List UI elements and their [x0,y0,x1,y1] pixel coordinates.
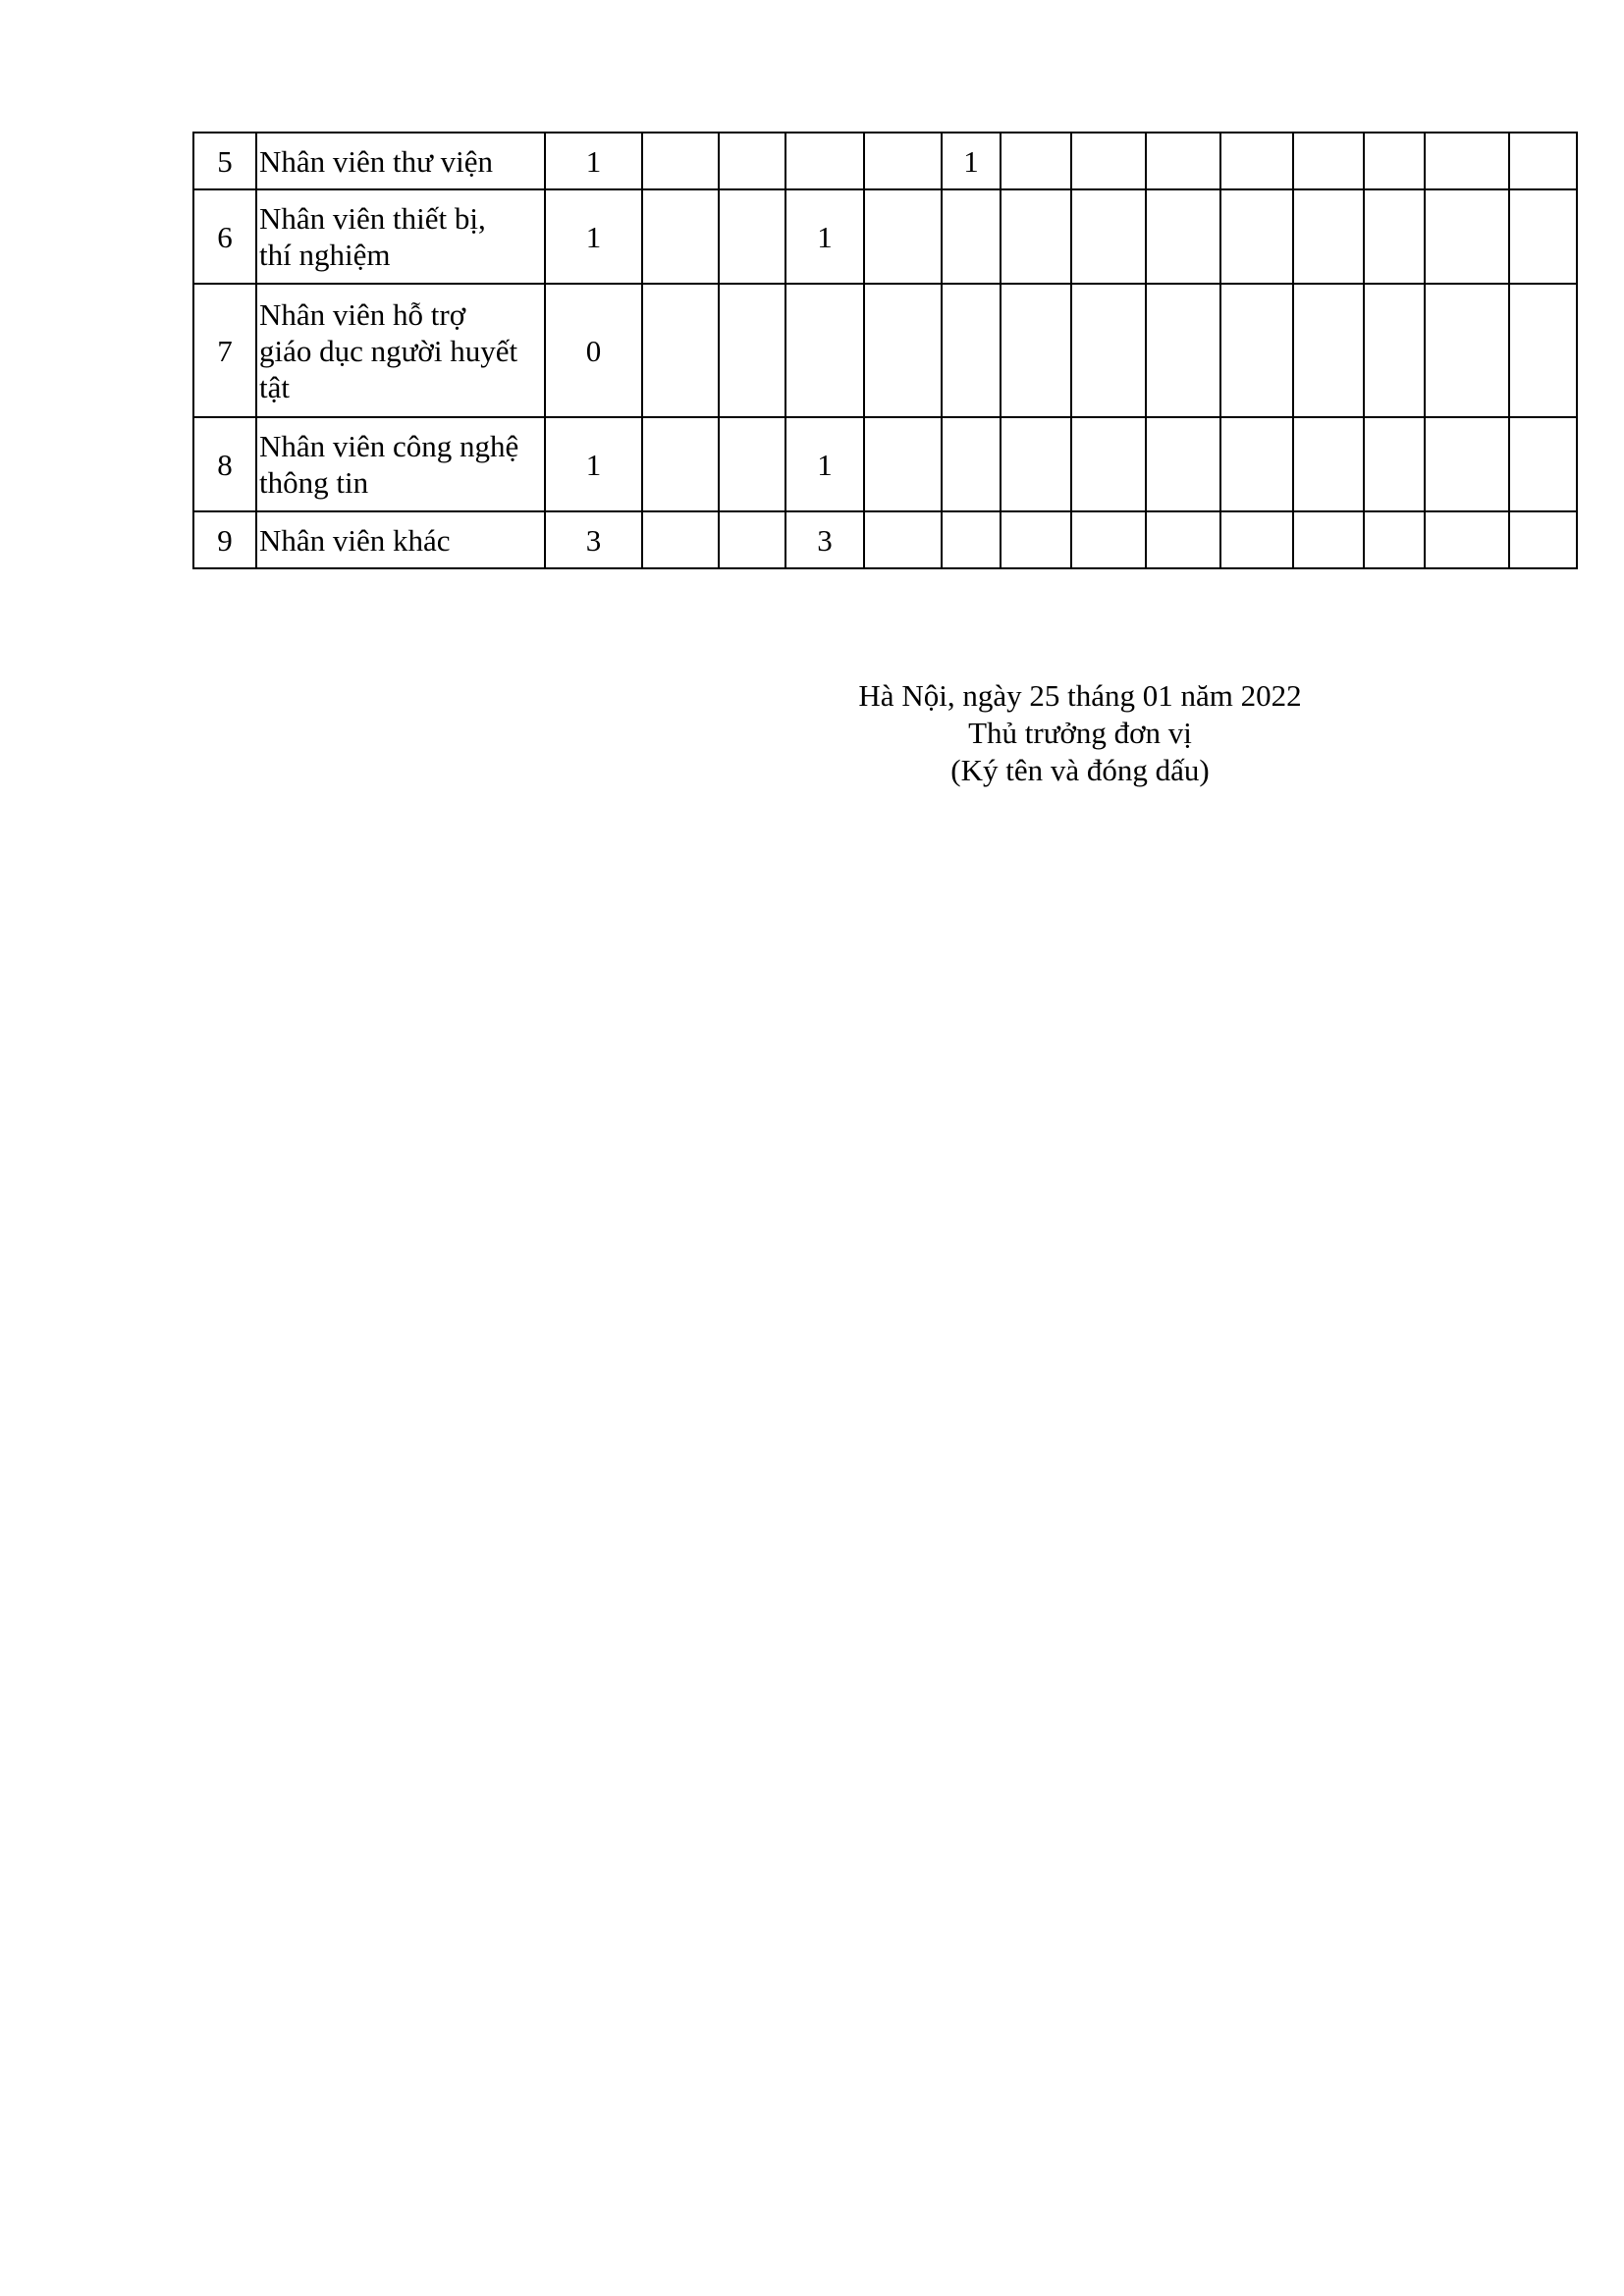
count-cell [864,511,942,568]
count-cell [1220,417,1293,511]
count-cell: 3 [545,511,642,568]
count-cell [1220,189,1293,284]
count-cell [1425,284,1509,417]
count-cell [1071,284,1146,417]
position-name-line: Nhân viên thiết bị, [259,201,486,236]
count-cell: 0 [545,284,642,417]
position-name-line: Nhân viên công nghệ [259,429,519,463]
count-cell: 1 [545,417,642,511]
position-name-line: Nhân viên khác [259,522,451,558]
count-cell: 1 [545,189,642,284]
count-cell [1001,284,1071,417]
count-cell [719,189,785,284]
count-cell [1146,511,1220,568]
count-cell: 1 [785,189,864,284]
count-cell [1509,133,1577,189]
count-cell [1220,284,1293,417]
count-cell [1425,133,1509,189]
count-cell [1509,417,1577,511]
count-cell [942,284,1001,417]
table-row [193,511,1577,568]
row-number: 6 [193,189,256,284]
count-cell [1071,417,1146,511]
count-cell [1293,284,1364,417]
table-row [193,133,1577,189]
count-cell: 1 [785,417,864,511]
count-cell [1146,417,1220,511]
table-row [193,189,1577,284]
count-cell [1071,511,1146,568]
count-cell [1364,511,1425,568]
count-cell [942,189,1001,284]
count-cell [642,417,719,511]
count-cell [1071,189,1146,284]
table-row [193,284,1577,417]
count-cell [1364,284,1425,417]
position-name [256,417,545,511]
count-cell [1220,133,1293,189]
count-cell [642,189,719,284]
count-cell [1509,189,1577,284]
count-cell [1509,511,1577,568]
position-name-line: Nhân viên thư viện [259,143,494,179]
signature-note: (Ký tên và đóng dấu) [950,753,1210,787]
count-cell [1071,133,1146,189]
count-cell [864,133,942,189]
count-cell [719,417,785,511]
count-cell [864,189,942,284]
position-name-line: Nhân viên hỗ trợ [259,296,466,332]
count-cell [719,133,785,189]
count-cell: 1 [545,133,642,189]
position-name [256,284,545,417]
count-cell [642,133,719,189]
count-cell: 3 [785,511,864,568]
signature-title: Thủ trưởng đơn vị [968,716,1192,750]
position-name [256,189,545,284]
position-name [256,133,545,189]
count-cell [719,284,785,417]
position-name-line: tật [259,369,290,404]
count-cell [942,511,1001,568]
signature-date: Hà Nội, ngày 25 tháng 01 năm 2022 [858,678,1302,713]
count-cell [1293,133,1364,189]
row-number: 9 [193,511,256,568]
position-name [256,511,545,568]
count-cell [864,417,942,511]
count-cell [1293,189,1364,284]
count-cell [785,133,864,189]
count-cell [642,284,719,417]
count-cell [1001,189,1071,284]
count-cell [1146,189,1220,284]
count-cell [1364,189,1425,284]
row-number: 5 [193,133,256,189]
count-cell [1001,511,1071,568]
count-cell [1425,511,1509,568]
position-name-line: giáo dục người huyết [259,333,518,368]
count-cell [1425,189,1509,284]
row-number: 8 [193,417,256,511]
table-row [193,417,1577,511]
count-cell [942,417,1001,511]
count-cell [1293,417,1364,511]
signature-block [785,677,1375,789]
count-cell [642,511,719,568]
count-cell [1364,133,1425,189]
staff-table [192,132,1578,569]
count-cell [1364,417,1425,511]
count-cell [864,284,942,417]
count-cell [1146,133,1220,189]
row-number: 7 [193,284,256,417]
count-cell: 1 [942,133,1001,189]
count-cell [1425,417,1509,511]
count-cell [785,284,864,417]
count-cell [1293,511,1364,568]
count-cell [1001,133,1071,189]
count-cell [1220,511,1293,568]
position-name-line: thí nghiệm [259,238,391,272]
position-name-line: thông tin [259,465,369,500]
count-cell [1146,284,1220,417]
count-cell [1509,284,1577,417]
count-cell [719,511,785,568]
count-cell [1001,417,1071,511]
